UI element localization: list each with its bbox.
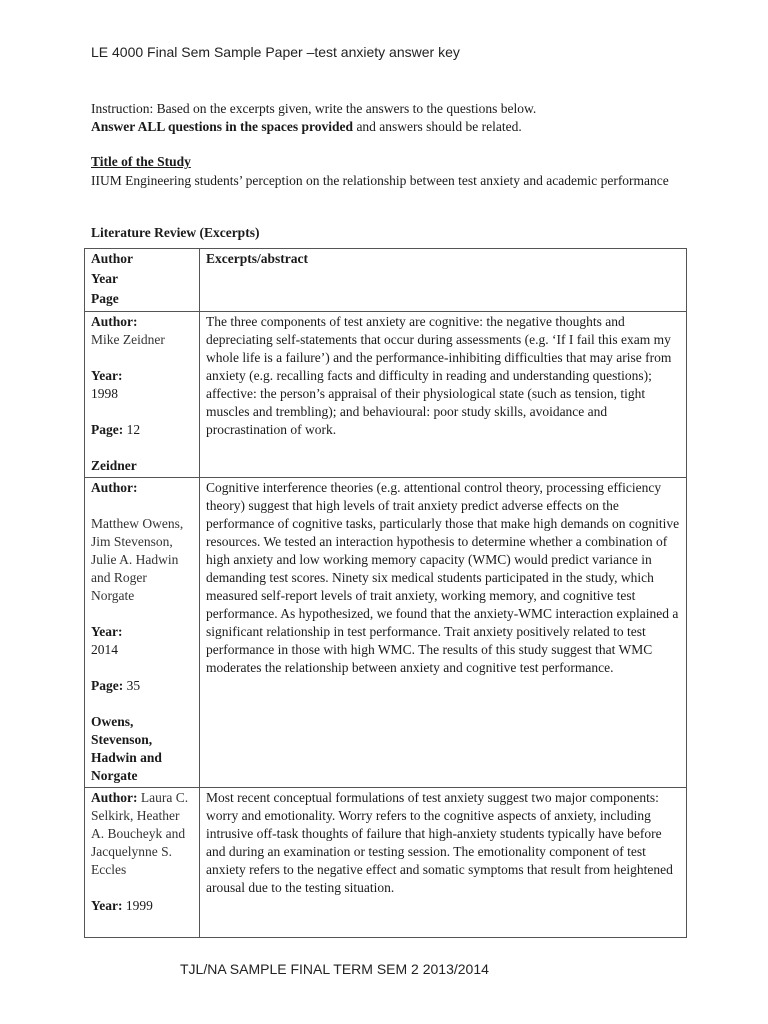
excerpt-text: Most recent conceptual formulations of test anxiety suggest two major components: worry and emotionality. Worry refers to the cognitive aspects of anxiety, including intrusive off-task thoughts of failure that high-anxiety students typically have before and during an examination or testing session. The emotionality component of test anxiety refers to the negative effect and somatic symptoms that result from heightened arousal due to the testing situation.	[206, 790, 673, 895]
citation-name: Zeidner	[91, 458, 137, 473]
year-label: Year:	[91, 624, 123, 639]
author-name: Mike Zeidner	[91, 332, 165, 347]
author-line	[91, 789, 193, 879]
year-value: 2014	[91, 642, 118, 657]
page-value: 12	[123, 422, 141, 437]
literature-review-heading: Literature Review (Excerpts)	[91, 225, 260, 240]
author-label: Author:	[91, 314, 138, 329]
excerpt-cell	[200, 788, 687, 938]
author-label: Author:	[91, 480, 138, 495]
author-name: Matthew Owens, Jim Stevenson, Julie A. Hadwin and Roger Norgate	[91, 516, 184, 603]
year-label: Year:	[91, 368, 123, 383]
header-author: Author	[91, 251, 134, 266]
excerpt-text: Cognitive interference theories (e.g. attentional control theory, processing efficiency theory) suggest that high levels of trait anxiety predict adverse effects on the performance of cognitive tasks, particularly those that make high demands on cognitive resources. We tested an interaction hypothesis to determine whether a combination of high anxiety and low working memory capacity (WMC) would predict variance in demanding test scores. Ninety six medical students participated in the study, which measured self-report levels of trait anxiety, working memory, and cognitive test performance. As hypothesized, we found that the anxiety-WMC interaction explained a significant relationship in test performance. Trait anxiety positively related to test performance in those with high WMC. The results of this study suggest that WMC moderates the relationship between anxiety and cognitive test performance.	[206, 480, 680, 675]
page-line	[91, 677, 193, 695]
page-label: Page:	[91, 678, 124, 693]
study-title-text: IIUM Engineering students’ perception on the relationship between test anxiety and academic performance	[91, 173, 669, 188]
table-header-row	[85, 249, 687, 312]
instruction-rest-text: and answers should be related.	[353, 119, 522, 134]
year-value: 1999	[122, 898, 153, 913]
author-cell	[85, 312, 200, 478]
table-row	[85, 788, 687, 938]
excerpt-cell	[200, 312, 687, 478]
year-label: Year:	[91, 898, 123, 913]
excerpt-cell	[200, 478, 687, 788]
page-label: Page:	[91, 422, 124, 437]
author-cell	[85, 788, 200, 938]
excerpt-text: The three components of test anxiety are cognitive: the negative thoughts and depreciating self-statements that occur during assessments (e.g. ‘If I fail this exam my whole life is a failure’) and the performance-inhibiting difficulties that may arise from anxiety (e.g. recalling facts and difficulty in reading and understanding questions); affective: the person’s appraisal of their physiological state (such as tension, tight muscles and trembling); and behavioural: poor study skills, avoidance and procrastination of work.	[206, 314, 672, 437]
instruction-bold-text: Answer ALL questions in the spaces provided	[91, 119, 354, 134]
page-value: 35	[123, 678, 141, 693]
citation-name: Owens, Stevenson, Hadwin and Norgate	[91, 714, 162, 783]
instruction-emphasis-line	[91, 118, 691, 136]
study-title-heading: Title of the Study	[91, 154, 191, 169]
author-label: Author:	[91, 790, 138, 805]
excerpts-table	[84, 248, 687, 938]
document-header: LE 4000 Final Sem Sample Paper –test anxiety answer key	[91, 44, 460, 60]
author-year-page-header	[85, 249, 200, 312]
table-row	[85, 312, 687, 478]
page-line	[91, 421, 193, 439]
header-page: Page	[91, 291, 119, 306]
table-row	[85, 478, 687, 788]
header-year: Year	[91, 271, 118, 286]
document-footer: TJL/NA SAMPLE FINAL TERM SEM 2 2013/2014	[180, 961, 489, 977]
author-cell	[85, 478, 200, 788]
instruction-block	[91, 100, 691, 136]
year-value: 1998	[91, 386, 118, 401]
year-line	[91, 897, 193, 915]
instruction-line: Instruction: Based on the excerpts given, write the answers to the questions below.	[91, 101, 537, 116]
author-name: Laura C. Selkirk, Heather A. Boucheyk and Jacquelynne S. Eccles	[91, 790, 189, 877]
excerpts-header: Excerpts/abstract	[200, 249, 687, 312]
